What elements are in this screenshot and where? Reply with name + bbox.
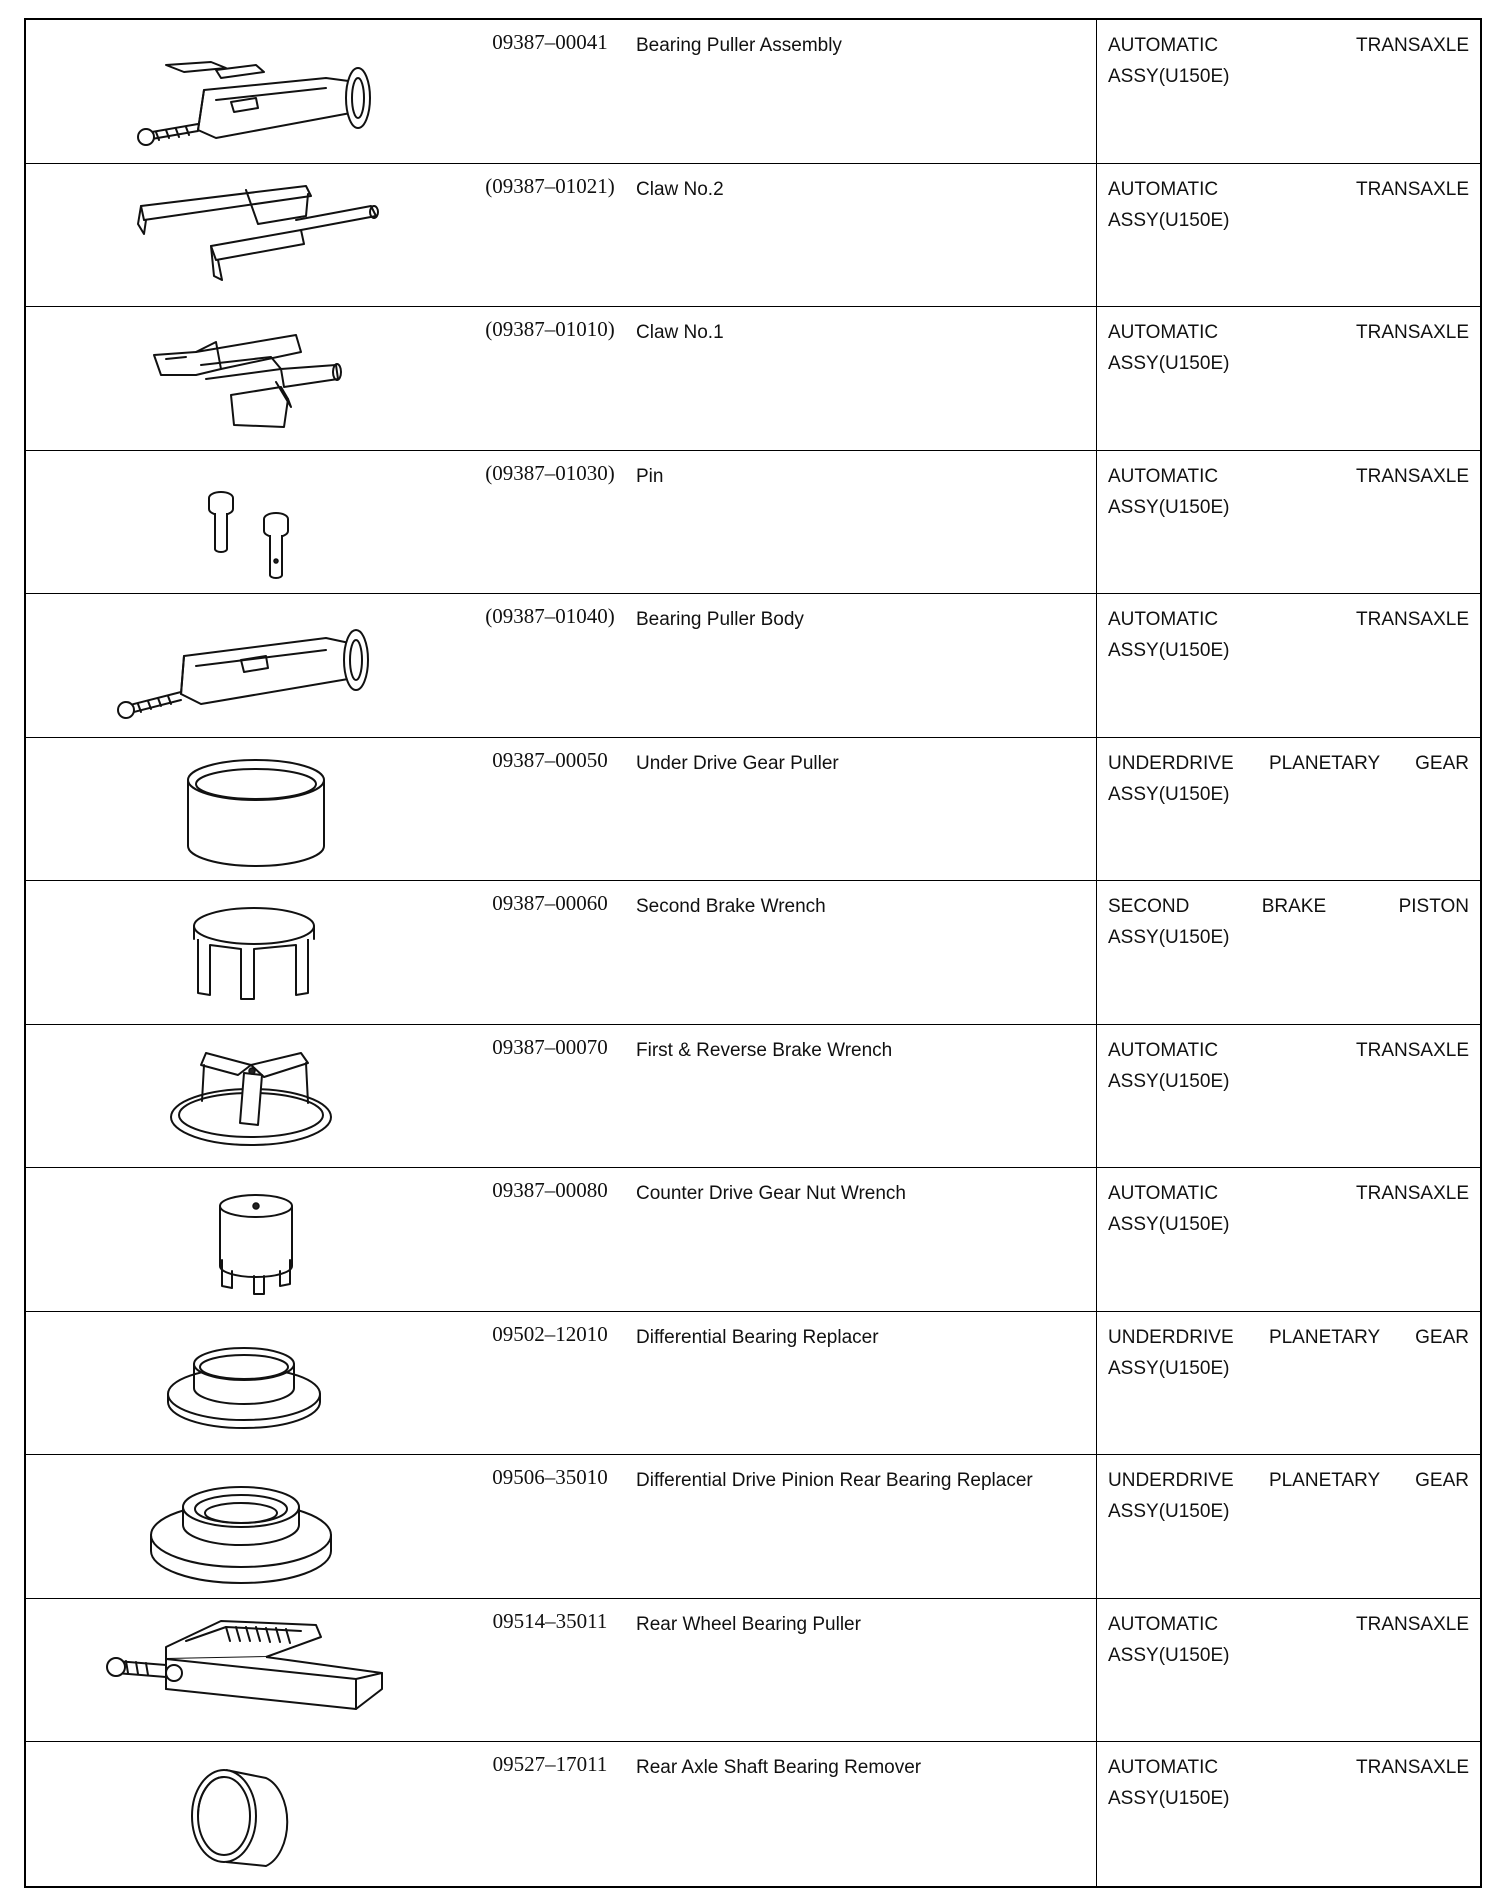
reference-model: ASSY(U150E) [1108, 1644, 1230, 1666]
table-row [26, 307, 1480, 451]
reference-assembly: AUTOMATIC TRANSAXLE [1108, 1757, 1469, 1778]
table-row [26, 1168, 1480, 1312]
table-row [26, 1025, 1480, 1169]
table-row [26, 1312, 1480, 1456]
tool-illustration [26, 1025, 440, 1168]
table-row [26, 164, 1480, 308]
table-row [26, 1742, 1480, 1886]
reference-model: ASSY(U150E) [1108, 1070, 1230, 1092]
special-tools-table [24, 18, 1482, 1888]
bearing-puller-body-icon [26, 594, 440, 734]
tool-name: Claw No.2 [636, 178, 724, 200]
reference-cell [1096, 1312, 1482, 1455]
tool-name: Rear Wheel Bearing Puller [636, 1613, 861, 1635]
part-number: (09387–01021) [485, 173, 615, 198]
tool-illustration [26, 307, 440, 450]
tool-name: Rear Axle Shaft Bearing Remover [636, 1757, 922, 1778]
tool-name: Differential Drive Pinion Rear Bearing Replacer [636, 1470, 1033, 1491]
reference-model: ASSY(U150E) [1108, 66, 1230, 87]
tool-name: Bearing Puller Body [636, 609, 804, 630]
three-arm-wrench-icon [26, 1025, 440, 1165]
part-number: 09514–35011 [492, 1608, 608, 1633]
table-row [26, 451, 1480, 595]
reference-model: ASSY(U150E) [1108, 927, 1230, 948]
cylinder-remover-icon [26, 1742, 440, 1882]
reference-cell [1096, 1599, 1482, 1742]
part-number: (09387–01030) [485, 460, 615, 485]
reference-cell [1096, 1455, 1482, 1598]
tool-name: Under Drive Gear Puller [636, 752, 839, 774]
reference-model: ASSY(U150E) [1108, 209, 1230, 231]
tool-name: Differential Bearing Replacer [636, 1326, 879, 1348]
table-row [26, 20, 1480, 164]
reference-model: ASSY(U150E) [1108, 1357, 1230, 1379]
part-number: (09387–01010) [485, 317, 615, 341]
ring-puller-icon [26, 738, 440, 878]
reference-assembly: AUTOMATIC TRANSAXLE [1108, 178, 1469, 200]
tool-name: First & Reverse Brake Wrench [636, 1039, 893, 1061]
tool-illustration [26, 1312, 440, 1455]
reference-assembly: AUTOMATIC TRANSAXLE [1108, 465, 1469, 487]
tool-name: Second Brake Wrench [636, 896, 826, 917]
reference-cell [1096, 594, 1482, 737]
tool-illustration [26, 20, 440, 163]
reference-assembly: SECOND BRAKE PISTON [1108, 896, 1469, 917]
wheel-bearing-puller-icon [26, 1599, 440, 1739]
part-number: 09387–00070 [492, 1034, 608, 1059]
tool-name: Counter Drive Gear Nut Wrench [636, 1183, 906, 1204]
reference-model: ASSY(U150E) [1108, 1501, 1230, 1522]
tool-name: Claw No.1 [636, 322, 724, 343]
part-number: 09527–17011 [492, 1752, 608, 1776]
tool-name: Pin [636, 465, 664, 487]
reference-model: ASSY(U150E) [1108, 783, 1230, 805]
part-number: 09502–12010 [492, 1321, 608, 1346]
table-row [26, 1599, 1480, 1743]
reference-model: ASSY(U150E) [1108, 1788, 1230, 1809]
nut-wrench-icon [26, 1168, 440, 1308]
part-number: (09387–01040) [485, 604, 615, 628]
tool-illustration [26, 451, 440, 594]
tool-illustration [26, 1455, 440, 1598]
tool-illustration [26, 881, 440, 1024]
bearing-puller-assembly-icon [26, 20, 440, 160]
tool-illustration [26, 1168, 440, 1311]
tool-name: Bearing Puller Assembly [636, 35, 842, 56]
reference-assembly: AUTOMATIC TRANSAXLE [1108, 1613, 1469, 1635]
table-row [26, 1455, 1480, 1599]
reference-assembly: UNDERDRIVE PLANETARY GEAR [1108, 1326, 1469, 1348]
reference-model: ASSY(U150E) [1108, 353, 1230, 374]
stepped-disc-icon [26, 1455, 440, 1595]
reference-model: ASSY(U150E) [1108, 496, 1230, 518]
reference-cell [1096, 451, 1482, 594]
reference-model: ASSY(U150E) [1108, 1214, 1230, 1235]
tool-illustration [26, 738, 440, 881]
tool-illustration [26, 594, 440, 737]
reference-model: ASSY(U150E) [1108, 640, 1230, 661]
part-number: 09387–00041 [492, 30, 608, 54]
part-number: 09387–00080 [492, 1178, 608, 1202]
table-row [26, 594, 1480, 738]
reference-cell [1096, 738, 1482, 881]
reference-cell [1096, 881, 1482, 1024]
claw-no1-icon [26, 307, 440, 447]
reference-assembly: AUTOMATIC TRANSAXLE [1108, 609, 1469, 630]
reference-assembly: UNDERDRIVE PLANETARY GEAR [1108, 752, 1469, 774]
tool-illustration [26, 164, 440, 307]
flanged-ring-icon [26, 1312, 440, 1452]
part-number: 09387–00060 [492, 891, 608, 915]
reference-assembly: UNDERDRIVE PLANETARY GEAR [1108, 1470, 1469, 1491]
tool-illustration [26, 1742, 440, 1886]
reference-assembly: AUTOMATIC TRANSAXLE [1108, 1039, 1469, 1061]
tool-illustration [26, 1599, 440, 1742]
reference-cell [1096, 1168, 1482, 1311]
table-row [26, 738, 1480, 882]
part-number: 09387–00050 [492, 747, 608, 772]
reference-cell [1096, 1742, 1482, 1886]
reference-cell [1096, 20, 1482, 163]
reference-assembly: AUTOMATIC TRANSAXLE [1108, 35, 1469, 56]
table-row [26, 881, 1480, 1025]
reference-cell [1096, 307, 1482, 450]
part-number: 09506–35010 [492, 1465, 608, 1489]
cap-wrench-icon [26, 881, 440, 1021]
pin-icon [26, 451, 440, 591]
reference-assembly: AUTOMATIC TRANSAXLE [1108, 322, 1469, 343]
reference-cell [1096, 164, 1482, 307]
reference-assembly: AUTOMATIC TRANSAXLE [1108, 1183, 1469, 1204]
claw-no2-icon [26, 164, 440, 304]
reference-cell [1096, 1025, 1482, 1168]
